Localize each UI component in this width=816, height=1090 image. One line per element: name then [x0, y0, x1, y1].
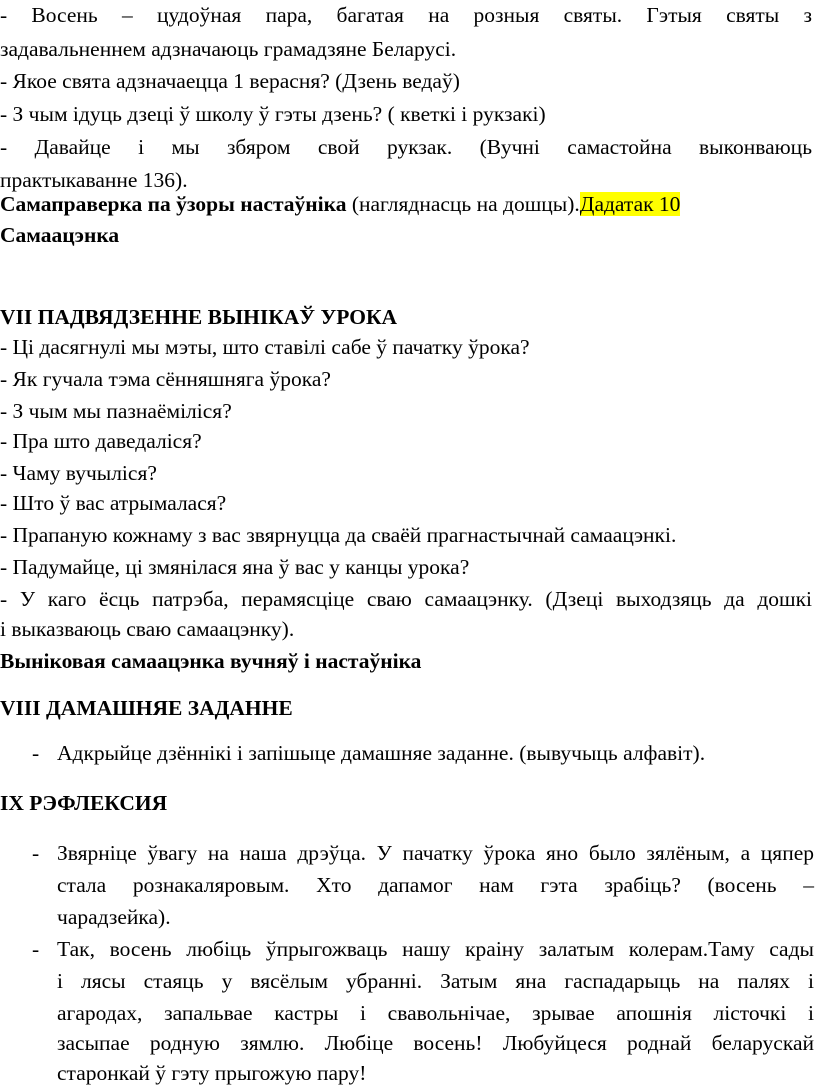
question-line: - Чаму вучыліся?	[0, 461, 157, 485]
question-line: - Што ў вас атрымалася?	[0, 491, 227, 515]
list-bullet: -	[32, 741, 40, 765]
self-check-note: (нагляднасць на дошцы).	[346, 192, 580, 216]
paragraph-line: задавальненнем адзначаюць грамадзяне Беларусі.	[0, 37, 457, 61]
list-item-line: засыпае родную зямлю. Любіце восень! Любуйцеся роднай беларускай	[57, 1031, 814, 1055]
paragraph-line: практыкаванне 136).	[0, 168, 188, 192]
list-bullet: -	[32, 841, 40, 865]
self-check-bold: Самаправерка па ўзоры настаўніка	[0, 192, 347, 216]
self-evaluation-label: Самаацэнка	[0, 223, 120, 247]
list-item-line: Звярніце ўвагу на наша дрэўца. У пачатку ўрока яно было зялёным, а цяпер	[57, 841, 814, 865]
question-line: - З чым мы пазнаёміліся?	[0, 399, 232, 423]
question-line: - Якое свята адзначаецца 1 верасня? (Дзень ведаў)	[0, 69, 460, 93]
list-item-line: і лясы стаяць у вясёлым убранні. Затым яна гаспадарыць на палях і	[57, 969, 814, 993]
list-item-line: чарадзейка).	[57, 905, 171, 929]
question-line: - З чым ідуць дзеці ў школу ў гэты дзень? ( кветкі і рукзакі)	[0, 102, 546, 126]
paragraph-line: - Давайце і мы збяром свой рукзак. (Вучні самастойна выконваюць	[0, 135, 812, 159]
paragraph-line: - Восень – цудоўная пара, багатая на розныя святы. Гэтыя святы з	[0, 3, 812, 27]
section-heading: IX РЭФЛЕКСИЯ	[0, 791, 168, 815]
list-item-line: Так, восень любіць ўпрыгожваць нашу краіну залатым колерам.Таму сады	[57, 937, 814, 961]
question-line: - Пра што даведаліся?	[0, 429, 202, 453]
question-line: - Падумайце, ці змянілася яна ў вас у канцы урока?	[0, 555, 470, 579]
question-line: - Як гучала тэма сённяшняга ўрока?	[0, 367, 331, 391]
self-check-line	[0, 191, 680, 217]
list-item-line: старонкай ў гэту прыгожую пару!	[57, 1061, 367, 1085]
list-item-line: агародах, запальвае кастры і свавольнічае, зрывае апошнія лісточкі і	[57, 1001, 814, 1025]
question-line: - Прапаную кожнаму з вас звярнуцца да сваёй прагнастычнай самаацэнкі.	[0, 523, 677, 547]
question-line: - Ці дасягнулі мы мэты, што ставілі сабе ў пачатку ўрока?	[0, 335, 530, 359]
section-heading: VIII ДАМАШНЯЕ ЗАДАННЕ	[0, 696, 293, 720]
list-item-line: стала рознакаляровым. Хто дапамог нам гэта зрабіць? (восень –	[57, 873, 814, 897]
appendix-highlight: Дадатак 10	[579, 192, 681, 216]
section-heading: VII ПАДВЯДЗЕННЕ ВЫНІКАЎ УРОКА	[0, 305, 398, 329]
list-item: Адкрыйце дзённікі і запішыце дамашняе заданне. (вывучыць алфавіт).	[57, 741, 706, 765]
list-bullet: -	[32, 937, 40, 961]
final-evaluation-label: Выніковая самаацэнка вучняў і настаўніка	[0, 649, 422, 673]
question-line: і выказваюць сваю самаацэнку).	[0, 617, 295, 641]
question-line: - У каго ёсць патрэба, перамясціце сваю самаацэнку. (Дзеці выходзяць да дошкі	[0, 587, 812, 611]
